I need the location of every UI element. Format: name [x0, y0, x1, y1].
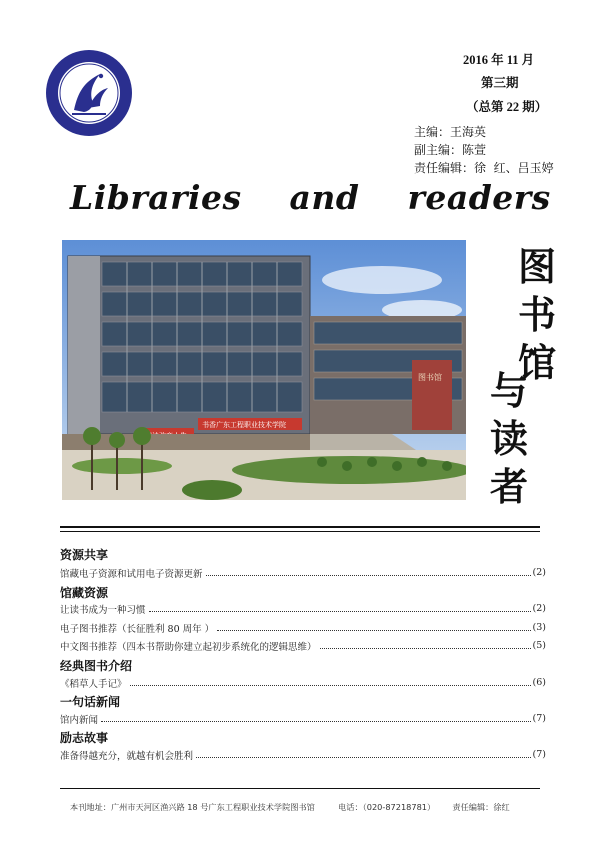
toc-entry-page: (2)	[532, 603, 546, 614]
library-building-photo	[62, 240, 466, 500]
toc-entry[interactable]	[60, 601, 546, 616]
toc-section-title: 资源共享	[60, 548, 109, 562]
toc-entry-title: 准备得越充分，就越有机会胜利	[60, 750, 194, 762]
toc-entry-page: (5)	[532, 640, 546, 651]
library-building-image	[62, 240, 466, 500]
toc-leader-dots	[320, 648, 531, 649]
footer-phone: 电话：（020-87218781）	[338, 802, 436, 812]
title-cn-char-3: 馆	[517, 341, 556, 385]
toc-entry-title: 馆内新闻	[60, 714, 99, 726]
toc-leader-dots	[206, 575, 531, 576]
college-logo	[44, 48, 134, 138]
issue-total: （总第 22 期）	[466, 100, 548, 114]
toc-top-rule-thin	[60, 531, 540, 532]
toc-entry-title: 中文图书推荐（四本书帮助你建立起初步系统化的逻辑思维）	[60, 641, 317, 653]
footer-address: 本刊地址：广州市天河区渔兴路 18 号广东工程职业技术学院图书馆	[70, 802, 315, 812]
photo-building-sign: 图书馆	[418, 373, 442, 382]
footer	[70, 802, 570, 813]
toc-section-title: 馆藏资源	[60, 586, 109, 600]
toc-entry-title: 让读书成为一种习惯	[60, 604, 146, 616]
toc-leader-dots	[101, 721, 531, 722]
toc-leader-dots	[217, 630, 530, 631]
toc-entry-page: (3)	[532, 622, 546, 633]
photo-sign-left: 书香广东工程职业技术学院	[202, 421, 286, 429]
toc-entry-page: (7)	[532, 749, 546, 760]
toc-entry[interactable]	[60, 638, 546, 653]
chief-editor: 主编：王海英	[414, 125, 487, 139]
toc-entry[interactable]	[60, 620, 546, 635]
toc-entry-title: 馆藏电子资源和试用电子资源更新	[60, 568, 203, 580]
toc-entry-page: (7)	[532, 713, 546, 724]
toc-leader-dots	[149, 611, 531, 612]
toc-top-rule-thick	[60, 526, 540, 528]
toc-entry[interactable]	[60, 711, 546, 726]
toc-section-title: 一句话新闻	[60, 695, 121, 709]
toc-leader-dots	[130, 685, 531, 686]
issue-number: 第三期	[481, 76, 519, 90]
title-cn-char-4: 与	[489, 369, 528, 413]
toc-entry[interactable]	[60, 565, 546, 580]
title-cn-char-2: 书	[517, 293, 556, 337]
footer-rule	[60, 788, 540, 789]
toc-entry-title: 《稻草人手记》	[60, 678, 127, 690]
title-cn-char-5: 读	[489, 417, 528, 461]
title-cn-char-6: 者	[489, 465, 528, 509]
responsible-editors: 责任编辑：徐 红、吕玉婷	[414, 161, 554, 175]
toc-entry[interactable]	[60, 747, 546, 762]
toc-entry-page: (6)	[532, 677, 546, 688]
toc-section-title: 经典图书介绍	[60, 659, 133, 673]
issue-date: 2016 年 11 月	[463, 53, 535, 67]
college-emblem-icon	[44, 48, 134, 138]
title-cn-char-1: 图	[517, 245, 556, 289]
toc-entry[interactable]	[60, 675, 546, 690]
deputy-editor: 副主编：陈萱	[414, 143, 487, 157]
toc-entry-title: 电子图书推荐（长征胜利 80 周年 ）	[60, 623, 215, 635]
toc-entry-page: (2)	[532, 567, 546, 578]
toc-section-title: 励志故事	[60, 731, 109, 745]
toc-leader-dots	[196, 757, 531, 758]
title-english: Libraries and readers	[70, 178, 551, 217]
footer-editor: 责任编辑：徐红	[452, 802, 510, 812]
